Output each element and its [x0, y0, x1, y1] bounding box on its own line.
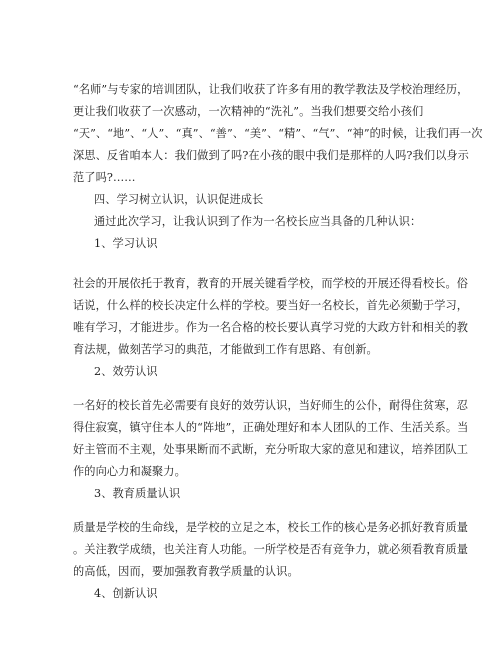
paragraph-line: 范了吗?…… [73, 171, 136, 184]
paragraph-line: 更让我们收获了一次感动，一次精神的“洗礼”。当我们想要交给小孩们 [73, 105, 424, 118]
subsection-heading: 1、学习认识 [94, 237, 158, 250]
paragraph-line: 深思、反省咱本人：我们做到了吗?在小孩的眼中我们是那样的人吗?我们以身示 [73, 149, 469, 162]
paragraph-line: 质量是学校的生命线，是学校的立足之本，校长工作的核心是务必抓好教育质量 [73, 521, 469, 534]
paragraph-line: 社会的开展依托于教育，教育的开展关键看学校，而学校的开展还得看校长。俗 [73, 277, 469, 290]
subsection-heading: 2、效劳认识 [94, 365, 158, 378]
subsection-heading: 4、创新认识 [94, 587, 158, 600]
paragraph-line: 的高低，因而，要加强教育教学质量的认识。 [73, 565, 299, 578]
paragraph-line: 唯有学习，才能进步。作为一名合格的校长要认真学习党的大政方针和相关的教 [73, 321, 469, 334]
section-intro: 通过此次学习，让我认识到了作为一名校长应当具备的几种认识： [94, 215, 422, 228]
section-heading: 四、学习树立认识，认识促进成长 [94, 193, 264, 206]
paragraph-line: 育法规，做刻苦学习的典范，才能做到工作有思路、有创新。 [73, 343, 378, 356]
paragraph-line: 一名好的校长首先必需要有良好的效劳认识，当好师生的公仆，耐得住贫寒，忍 [73, 399, 469, 412]
paragraph-line: 作的向心力和凝聚力。 [73, 465, 186, 478]
paragraph-line: 好主管而不主观，处事果断而不武断，充分听取大家的意见和建议，培养团队工 [73, 443, 469, 456]
paragraph-line: 得住寂寞，镇守住本人的“阵地”，正确处理好和本人团队的工作、生活关系。当 [73, 421, 469, 434]
paragraph-line: 话说，什么样的校长决定什么样的学校。要当好一名校长，首先必须勤于学习， [73, 299, 469, 312]
subsection-heading: 3、教育质量认识 [94, 487, 181, 500]
paragraph-line: “名师”与专家的培训团队，让我们收获了许多有用的教学教法及学校治理经历， [73, 83, 469, 96]
paragraph-line: 。关注教学成绩，也关注育人功能。一所学校是否有竞争力，就必须看教育质量 [73, 543, 469, 556]
paragraph-line: “天”、“地”、“人”、“真”、“善”、“美”、“精”、“气”、“神”的时候，让我们再一次 [73, 127, 483, 140]
